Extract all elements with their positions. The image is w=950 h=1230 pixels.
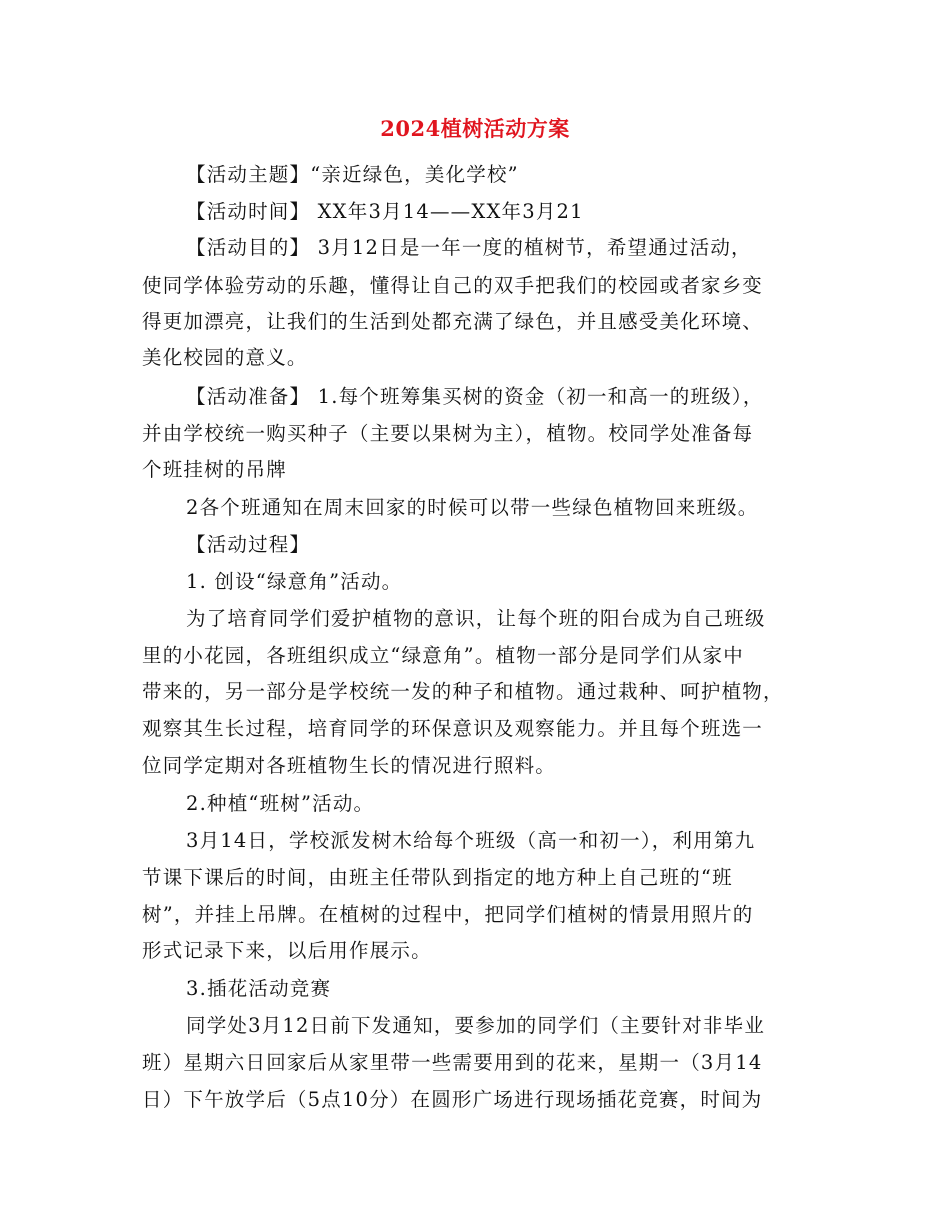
- paragraph-line: 带来的，另一部分是学校统一发的种子和植物。通过栽种、呵护植物，: [142, 680, 784, 703]
- paragraph-line: 形式记录下来，以后用作展示。: [142, 939, 432, 962]
- paragraph-line: 观察其生长过程，培育同学的环保意识及观察能力。并且每个班选一: [142, 717, 764, 740]
- paragraph-line: 使同学体验劳动的乐趣，懂得让自己的双手把我们的校园或者家乡变: [142, 274, 764, 297]
- paragraph-line: 树”，并挂上吊牌。在植树的过程中，把同学们植树的情景用照片的: [142, 903, 754, 926]
- subsection-heading: 2.种植“班树”活动。: [186, 792, 375, 815]
- paragraph-line: 班）星期六日回家后从家里带一些需要用到的花来，星期一（3月14: [142, 1051, 763, 1074]
- paragraph-line: 同学处3月12日前下发通知，要参加的同学们（主要针对非毕业: [186, 1014, 766, 1037]
- paragraph-line: 个班挂树的吊牌: [142, 458, 287, 481]
- paragraph-line: 【活动时间】 XX年3月14——XX年3月21: [186, 200, 584, 223]
- paragraph-line: 【活动目的】 3月12日是一年一度的植树节，希望通过活动，: [186, 236, 752, 259]
- paragraph-line: 位同学定期对各班植物生长的情况进行照料。: [142, 754, 557, 777]
- paragraph-line: 里的小花园，各班组织成立“绿意角”。植物一部分是同学们从家中: [142, 644, 744, 667]
- paragraph-line: 【活动主题】“亲近绿色，美化学校”: [186, 163, 519, 186]
- subsection-heading: 1. 创设“绿意角”活动。: [186, 570, 403, 593]
- paragraph-line: 节课下课后的时间，由班主任带队到指定的地方种上自己班的“班: [142, 866, 733, 889]
- paragraph-line: 美化校园的意义。: [142, 346, 308, 369]
- paragraph-line: 日）下午放学后（5点10分）在圆形广场进行现场插花竞赛，时间为: [142, 1088, 763, 1111]
- paragraph-line: 并由学校统一购买种子（主要以果树为主），植物。校同学处准备每: [142, 422, 754, 445]
- paragraph-line: 3月14日，学校派发树木给每个班级（高一和初一），利用第九: [186, 829, 756, 852]
- paragraph-line: 2各个班通知在周末回家的时候可以带一些绿色植物回来班级。: [186, 496, 759, 519]
- paragraph-line: 得更加漂亮，让我们的生活到处都充满了绿色，并且感受美化环境、: [142, 310, 764, 333]
- section-heading: 【活动过程】: [186, 533, 311, 556]
- paragraph-line: 为了培育同学们爱护植物的意识，让每个班的阳台成为自己班级: [186, 607, 766, 630]
- paragraph-line: 【活动准备】 1.每个班筹集买树的资金（初一和高一的班级），: [186, 385, 764, 408]
- subsection-heading: 3.插花活动竞赛: [186, 977, 332, 1000]
- document-title: 2024植树活动方案: [380, 116, 570, 141]
